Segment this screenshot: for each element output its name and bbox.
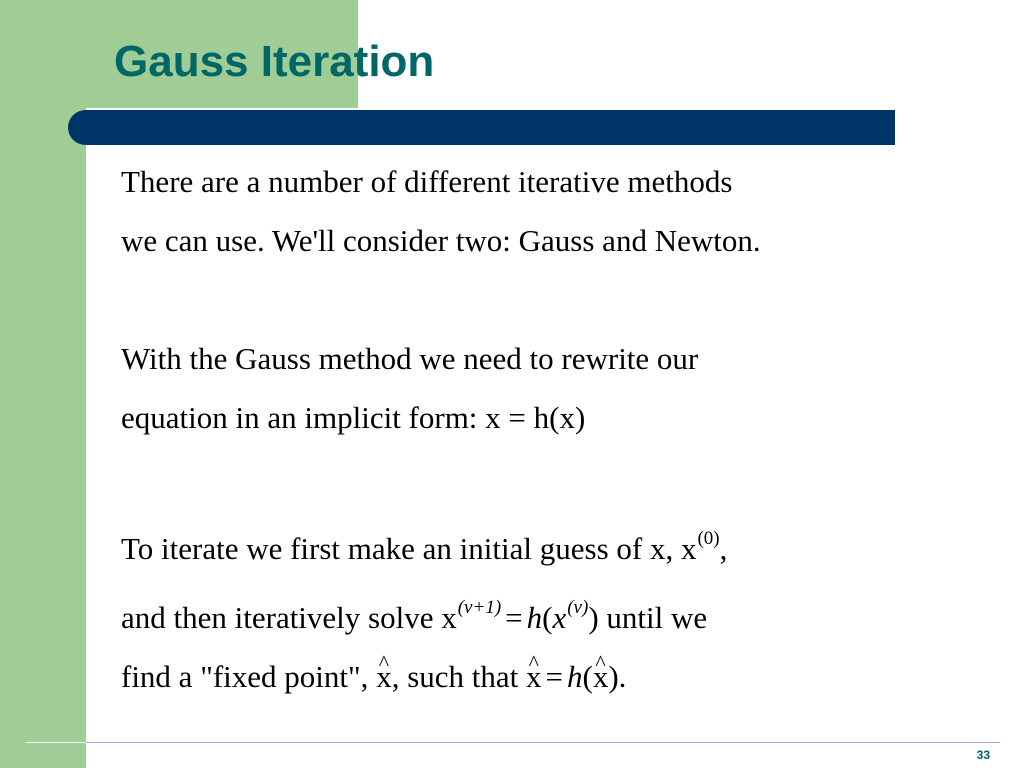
fixed-point-xhat: ^ x (376, 661, 392, 692)
footer-divider-gap (26, 742, 86, 743)
close-paren-2: ). (608, 659, 627, 694)
para1-line1: There are a number of different iterative methods (121, 164, 733, 199)
para3-line1-end: , (719, 531, 728, 566)
para2-line2: equation in an implicit form: x = h(x) (121, 400, 586, 435)
fixed-point-xhat-lhs: ^ x (526, 661, 542, 692)
footer-divider (26, 742, 1000, 743)
para3-line3-text: find a "fixed point", (121, 659, 377, 694)
slide-title: Gauss Iteration (114, 37, 435, 86)
para3-line2 (121, 597, 708, 635)
open-paren-2: ( (582, 659, 593, 694)
function-h: h (526, 600, 543, 635)
para3-line3 (121, 661, 626, 692)
page-number: 33 (976, 748, 990, 762)
close-paren: ) (588, 600, 599, 635)
para3-line2-text: and then iteratively solve x (121, 600, 457, 635)
para3-line2-end: until we (606, 600, 708, 635)
para3-line1-text: To iterate we first make an initial guess of x, x (121, 531, 697, 566)
iteration-superscript-next: (v+1) (457, 597, 502, 618)
equals-sign: = (505, 600, 523, 635)
para3-line1 (121, 528, 728, 566)
para1-line2: we can use. We'll consider two: Gauss and Newton. (121, 223, 761, 258)
title-underline-bar (68, 110, 895, 145)
para2-line1: With the Gauss method we need to rewrite our (121, 341, 699, 376)
open-paren: ( (542, 600, 553, 635)
equals-sign-2: = (545, 659, 563, 694)
initial-guess-superscript: (0) (697, 528, 720, 549)
para3-line3-mid: , such that (391, 659, 526, 694)
fixed-point-xhat-arg: ^ x (593, 661, 609, 692)
function-h-2: h (566, 659, 583, 694)
variable-x: x (552, 600, 567, 635)
iteration-superscript-current: (v) (567, 597, 589, 618)
